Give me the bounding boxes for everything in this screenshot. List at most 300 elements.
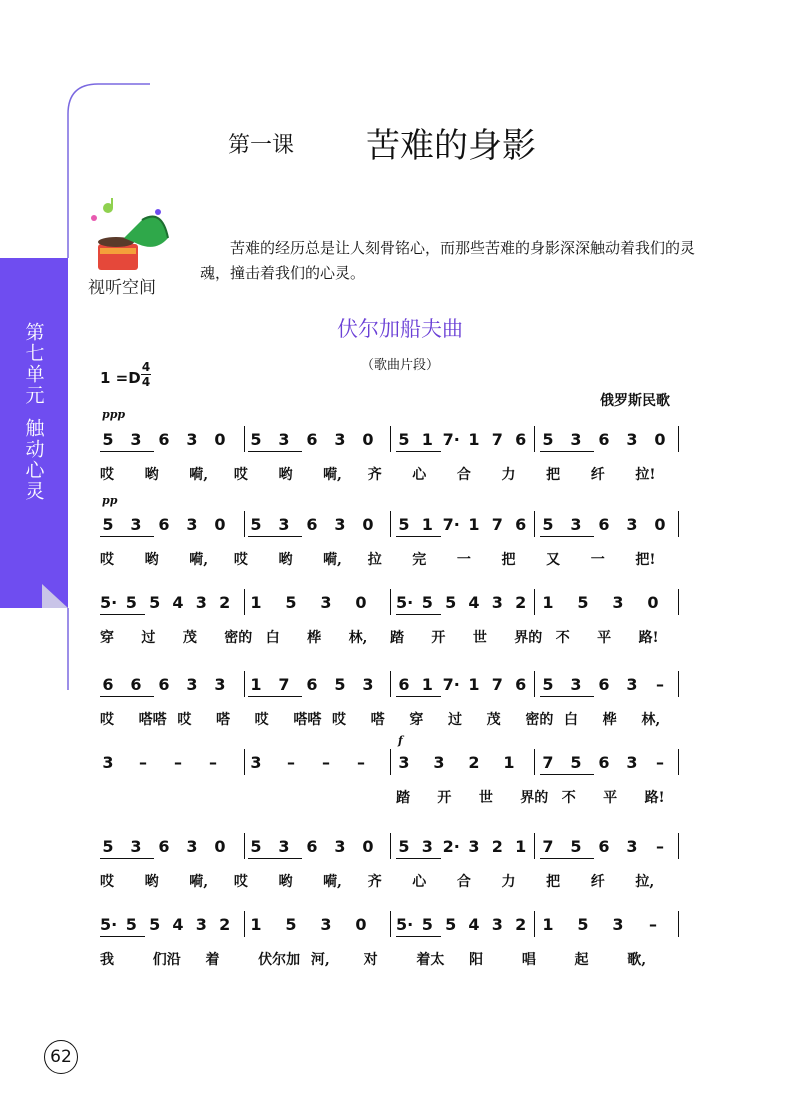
lyric: 齐: [367, 467, 382, 483]
bar-line: [390, 911, 391, 937]
lyric: 把: [546, 467, 561, 483]
note: 2: [515, 593, 527, 612]
bar-line: [534, 833, 535, 859]
lyric: 把: [501, 552, 516, 568]
bar-line: [244, 589, 245, 615]
note: –: [174, 753, 182, 772]
bar-line: [678, 426, 679, 452]
lyric: 穿: [100, 630, 114, 646]
bar-line: [390, 749, 391, 775]
note: 6: [306, 515, 318, 534]
note: 3: [491, 593, 503, 612]
note: 5·: [100, 593, 118, 612]
lyric: 嗒嗒: [293, 712, 322, 728]
key-signature: 1 =D: [100, 369, 141, 387]
note: 5: [125, 915, 137, 934]
note: 5: [577, 915, 589, 934]
note: 0: [654, 515, 666, 534]
note: 2: [515, 915, 527, 934]
note: 5·: [396, 593, 414, 612]
lyric: 们沿: [152, 952, 181, 968]
lyric: 心: [412, 874, 427, 890]
lyric: 嗬,: [189, 552, 209, 568]
note: 3: [570, 430, 582, 449]
dynamic-mark: pp: [102, 494, 118, 507]
unit-number: 第七单元: [22, 322, 45, 406]
note: 5: [250, 515, 262, 534]
bar-line: [244, 511, 245, 537]
lyric: 白: [265, 630, 280, 646]
note: 6: [130, 675, 142, 694]
note: 3: [421, 837, 433, 856]
note: 0: [362, 515, 374, 534]
unit-topic: 触动心灵: [22, 418, 45, 502]
lesson-title: 苦难的身影: [366, 126, 536, 166]
note: 1: [542, 593, 554, 612]
note: 3: [320, 593, 332, 612]
note: 7: [491, 515, 503, 534]
lyric: 对: [363, 952, 378, 968]
bar-line: [244, 426, 245, 452]
lyric: 合: [456, 874, 471, 890]
note: 4: [172, 915, 184, 934]
measure: [396, 915, 536, 935]
lyric: 又: [546, 552, 561, 568]
lyric: 嗬,: [323, 552, 342, 568]
note: 3: [130, 515, 142, 534]
note: 5: [398, 430, 410, 449]
bar-line: [244, 671, 245, 697]
bar-line: [678, 749, 679, 775]
beam-line: [248, 696, 302, 697]
note: 3: [626, 515, 638, 534]
lyric: 把: [546, 874, 561, 890]
note: –: [209, 753, 217, 772]
measure: [100, 753, 240, 773]
note: 1: [515, 837, 527, 856]
lyric: 完: [412, 552, 427, 568]
lyric: 唱: [521, 952, 536, 968]
lyric: 哟: [144, 552, 159, 568]
lyric: 着: [205, 952, 220, 968]
measure: [540, 837, 680, 857]
lyric: 哎: [254, 712, 269, 728]
lyric: 拉!: [635, 467, 656, 483]
beam-line: [100, 451, 154, 452]
note: 5: [102, 837, 114, 856]
lyric: 哟: [144, 874, 159, 890]
dynamic-mark: ppp: [102, 408, 126, 421]
lyric: 林,: [641, 712, 661, 728]
note: 3: [278, 837, 290, 856]
note: 3: [433, 753, 445, 772]
measure: [396, 593, 536, 613]
lyric-row: [100, 949, 690, 969]
lyric: 哎: [233, 467, 248, 483]
note: 3: [195, 593, 207, 612]
measure: [248, 593, 388, 613]
lyric: 茂: [486, 712, 501, 728]
lyric: 桦: [602, 712, 617, 728]
score-row: [100, 753, 690, 773]
lyric: 哎: [100, 712, 114, 728]
note: 5·: [100, 915, 118, 934]
note: 7·: [442, 430, 460, 449]
score-row: [100, 515, 690, 535]
lyric: 哎: [332, 712, 346, 728]
note: 6: [515, 515, 527, 534]
note: 3: [626, 753, 638, 772]
note: 3: [195, 915, 207, 934]
lyric: 哎: [177, 712, 192, 728]
note: 7: [278, 675, 290, 694]
note: 0: [647, 593, 659, 612]
measure: [540, 430, 680, 450]
note: 3: [362, 675, 374, 694]
note: 3: [278, 430, 290, 449]
note: 3: [398, 753, 410, 772]
note: 1: [250, 593, 262, 612]
lyric: 桦: [307, 630, 322, 646]
note: 3: [491, 915, 503, 934]
note: 3: [468, 837, 480, 856]
lyric: 哎: [100, 467, 114, 483]
note: 5: [285, 915, 297, 934]
bar-line: [534, 426, 535, 452]
beam-line: [540, 451, 594, 452]
note: 3: [626, 430, 638, 449]
note: 3: [612, 593, 624, 612]
note: 6: [598, 430, 610, 449]
note: 1: [421, 675, 433, 694]
lyric: 心: [412, 467, 427, 483]
lyric: 齐: [367, 874, 382, 890]
lyric-row: [100, 787, 690, 807]
lyric-row: [100, 709, 690, 729]
lesson-header: [0, 118, 800, 168]
note: 7: [542, 753, 554, 772]
note: 1: [468, 515, 480, 534]
note: 3: [334, 837, 346, 856]
bar-line: [244, 833, 245, 859]
note: 1: [421, 515, 433, 534]
note: 0: [214, 430, 226, 449]
lyric: 嗬,: [323, 874, 342, 890]
lyric: 我: [100, 952, 114, 968]
note: 5: [250, 837, 262, 856]
note: 4: [468, 915, 480, 934]
measure: [396, 515, 536, 535]
beam-line: [248, 536, 302, 537]
lyric: 踏: [396, 790, 410, 806]
note: 5: [542, 515, 554, 534]
beam-line: [100, 696, 154, 697]
note: 3: [130, 837, 142, 856]
lyric: 过: [141, 630, 156, 646]
note: 0: [362, 430, 374, 449]
note: –: [287, 753, 295, 772]
note: 4: [468, 593, 480, 612]
unit-label: [0, 322, 68, 502]
bar-line: [390, 589, 391, 615]
lyric: 哎: [100, 874, 114, 890]
score-row: [100, 593, 690, 613]
note: 5: [577, 593, 589, 612]
measure: [100, 675, 240, 695]
note: 5: [398, 515, 410, 534]
beam-line: [100, 614, 145, 615]
measure: [100, 593, 240, 613]
note: 4: [172, 593, 184, 612]
page-number: 62: [44, 1040, 78, 1074]
note: 7: [542, 837, 554, 856]
note: 6: [515, 430, 527, 449]
lyric: 起: [574, 952, 589, 968]
note: 0: [355, 593, 367, 612]
beam-line: [396, 451, 441, 452]
measure: [248, 915, 388, 935]
note: 0: [214, 515, 226, 534]
note: 2: [491, 837, 503, 856]
measure: [396, 837, 536, 857]
lyric: 嗬,: [323, 467, 342, 483]
note: 7·: [442, 675, 460, 694]
lyric: 把!: [635, 552, 656, 568]
note: 5: [125, 593, 137, 612]
note: 3: [626, 837, 638, 856]
lyric: 世: [478, 790, 493, 806]
note: 1: [250, 915, 262, 934]
note: 3: [186, 837, 198, 856]
note: 3: [186, 430, 198, 449]
lyric: 拉,: [635, 874, 655, 890]
lyric: 着太: [416, 952, 445, 968]
note: 1: [542, 915, 554, 934]
time-top: 4: [141, 360, 151, 374]
lyric: 哎: [233, 874, 248, 890]
beam-line: [396, 614, 441, 615]
measure: [248, 430, 388, 450]
note: 7·: [442, 515, 460, 534]
note: 5: [334, 675, 346, 694]
note: 6: [598, 675, 610, 694]
note: 3: [334, 515, 346, 534]
note: 5: [542, 430, 554, 449]
lyric: 不: [555, 630, 570, 646]
note: –: [139, 753, 147, 772]
note: 3: [334, 430, 346, 449]
note: 6: [158, 430, 170, 449]
note: –: [322, 753, 330, 772]
note: 2: [219, 915, 231, 934]
beam-line: [396, 696, 441, 697]
note: 3: [320, 915, 332, 934]
note: 5: [445, 593, 457, 612]
note: 6: [598, 515, 610, 534]
note: 3: [570, 675, 582, 694]
measure: [248, 753, 388, 773]
lyric: 合: [456, 467, 471, 483]
note: 1: [421, 430, 433, 449]
note: –: [656, 753, 664, 772]
bar-line: [534, 671, 535, 697]
note: 3: [250, 753, 262, 772]
intro-paragraph: 苦难的经历总是让人刻骨铭心，而那些苦难的身影深深触动着我们的灵魂，撞击着我们的心灵。: [200, 239, 696, 282]
song-title: 伏尔加船夫曲: [337, 317, 463, 341]
measure: [248, 515, 388, 535]
song-origin: 俄罗斯民歌: [600, 393, 670, 409]
measure: [100, 837, 240, 857]
note: 2·: [442, 837, 460, 856]
note: 5: [102, 515, 114, 534]
note: 5·: [396, 915, 414, 934]
beam-line: [540, 774, 594, 775]
note: 6: [102, 675, 114, 694]
note: 0: [214, 837, 226, 856]
lyric: 伏尔加: [258, 952, 301, 968]
lyric: 歌,: [627, 952, 647, 968]
lyric-row: [100, 464, 690, 484]
lyric: 密的: [525, 712, 554, 728]
note: 7: [491, 675, 503, 694]
note: 6: [306, 675, 318, 694]
score-row: [100, 915, 690, 935]
note: 2: [468, 753, 480, 772]
measure: [540, 915, 680, 935]
lyric-row: [100, 549, 690, 569]
note: 7: [491, 430, 503, 449]
lyric: 纤: [590, 467, 605, 483]
note: 3: [102, 753, 114, 772]
note: 0: [355, 915, 367, 934]
note: 5: [570, 753, 582, 772]
bar-line: [678, 911, 679, 937]
page-fold-corner: [42, 584, 68, 608]
note: 6: [158, 837, 170, 856]
note: 3: [130, 430, 142, 449]
beam-line: [540, 858, 594, 859]
lyric: 密的: [224, 630, 253, 646]
note: –: [656, 837, 664, 856]
lyric: 嗒: [216, 712, 230, 728]
score-row: [100, 430, 690, 450]
beam-line: [540, 536, 594, 537]
note: 3: [214, 675, 226, 694]
measure: [396, 430, 536, 450]
note: 6: [598, 753, 610, 772]
bar-line: [390, 426, 391, 452]
note: 1: [503, 753, 515, 772]
note: 2: [219, 593, 231, 612]
score-row: [100, 675, 690, 695]
note: –: [649, 915, 657, 934]
note: 5: [398, 837, 410, 856]
bar-line: [534, 511, 535, 537]
lyric: 茂: [182, 630, 197, 646]
beam-line: [396, 536, 441, 537]
bar-line: [244, 749, 245, 775]
lesson-number: 第一课: [228, 133, 295, 158]
note: –: [357, 753, 365, 772]
note: 3: [612, 915, 624, 934]
note: 3: [626, 675, 638, 694]
lyric: 一: [590, 552, 605, 568]
measure: [540, 593, 680, 613]
note: 5: [250, 430, 262, 449]
lyric: 界的: [520, 790, 549, 806]
lyric: 开: [437, 790, 452, 806]
lyric: 力: [501, 467, 516, 483]
note: 1: [468, 675, 480, 694]
measure: [100, 515, 240, 535]
note: 5: [570, 837, 582, 856]
dynamic-mark: f: [398, 734, 403, 747]
note: 0: [654, 430, 666, 449]
measure: [396, 675, 536, 695]
lyric: 开: [431, 630, 446, 646]
lyric: 嗬,: [189, 467, 209, 483]
lyric: 哎: [233, 552, 248, 568]
note: 5: [542, 675, 554, 694]
note: 5: [445, 915, 457, 934]
measure: [540, 675, 680, 695]
bar-line: [390, 671, 391, 697]
lyric: 穿: [409, 712, 424, 728]
note: 5: [149, 915, 161, 934]
measure: [100, 430, 240, 450]
beam-line: [396, 936, 441, 937]
lyric: 力: [501, 874, 516, 890]
measure: [396, 753, 536, 773]
bar-line: [534, 749, 535, 775]
note: 6: [598, 837, 610, 856]
lyric: 一: [456, 552, 471, 568]
lyric: 嗬,: [189, 874, 209, 890]
score-row: [100, 837, 690, 857]
note: 1: [468, 430, 480, 449]
lyric: 踏: [390, 630, 404, 646]
measure: [540, 753, 680, 773]
bar-line: [678, 671, 679, 697]
note: 5: [285, 593, 297, 612]
note: 3: [186, 515, 198, 534]
measure: [248, 675, 388, 695]
lyric: 平: [603, 790, 618, 806]
note: 5: [421, 593, 433, 612]
lyric: 界的: [514, 630, 543, 646]
note: 1: [250, 675, 262, 694]
measure: [540, 515, 680, 535]
note: 6: [158, 675, 170, 694]
lyric-row: [100, 627, 690, 647]
lyric: 阳: [469, 952, 484, 968]
bar-line: [678, 589, 679, 615]
note: 5: [149, 593, 161, 612]
lyric: 不: [561, 790, 576, 806]
beam-line: [100, 536, 154, 537]
lyric: 拉: [367, 552, 382, 568]
note: 6: [158, 515, 170, 534]
time-signature: [141, 360, 151, 389]
note: 5: [102, 430, 114, 449]
lyric: 嗒嗒: [138, 712, 167, 728]
lyric: 世: [472, 630, 487, 646]
bar-line: [390, 833, 391, 859]
bar-line: [390, 511, 391, 537]
note: 3: [570, 515, 582, 534]
beam-line: [100, 936, 145, 937]
lyric: 哟: [278, 552, 293, 568]
